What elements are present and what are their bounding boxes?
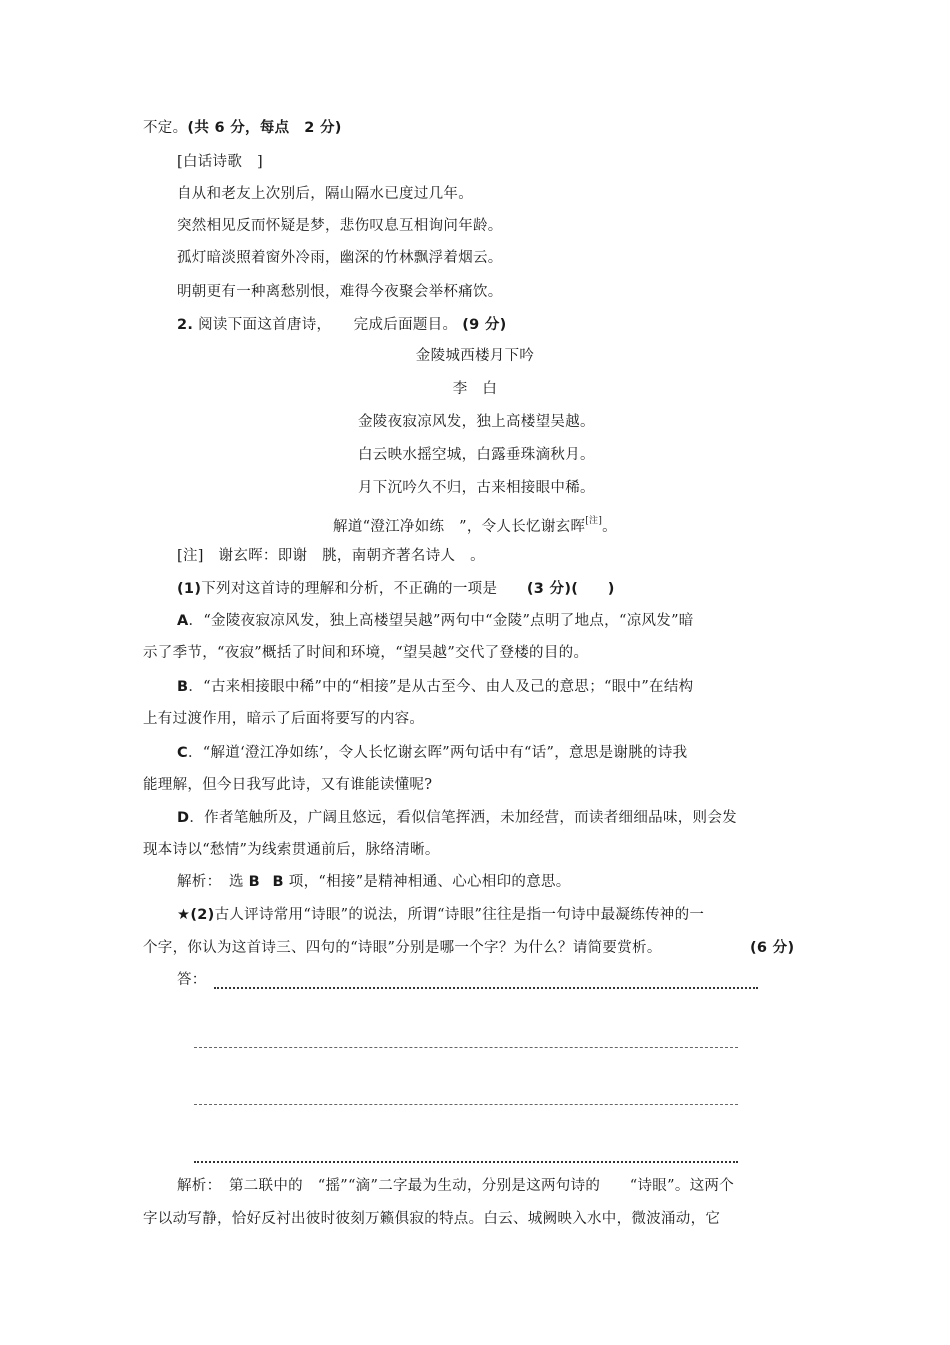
question-number: 2. <box>177 317 194 333</box>
option-label: D <box>177 810 190 826</box>
sub-question-2-score: (6 分) <box>750 940 795 956</box>
option-label: A <box>177 613 189 629</box>
answer-line[interactable] <box>214 987 758 989</box>
poem-line: 月下沉吟久不归，古来相接眼中稀。 <box>358 480 595 496</box>
option-label: C <box>177 745 188 761</box>
sub-question-2-cont: 个字，你认为这首诗三、四句的“诗眼”分别是哪一个字？为什么？请简要赏析。 <box>143 940 662 956</box>
answer-option: B <box>248 874 261 890</box>
option-label: B <box>177 679 189 695</box>
answer-line[interactable] <box>194 1104 738 1105</box>
poem-last-line-text: 解道“澄江净如练 ”，令人长忆谢玄晖 <box>333 519 586 535</box>
intro-text: 不定。 <box>143 120 188 136</box>
poem-line: 白云映水摇空城，白露垂珠滴秋月。 <box>358 447 595 463</box>
sub-question-score: (3 分)( ) <box>526 581 615 597</box>
intro-score: (共 6 分，每点 2 分) <box>187 120 342 136</box>
poem-title: 金陵城西楼月下吟 <box>415 348 535 364</box>
vernacular-line: 明朝更有一种离愁别恨，难得今夜聚会举杯痛饮。 <box>177 284 503 300</box>
footnote: [注] 谢玄晖：即谢 朓，南朝齐著名诗人 。 <box>177 548 485 564</box>
question-prompt: 阅读下面这首唐诗， 完成后面题目。 <box>198 317 458 333</box>
vernacular-line: 突然相见反而怀疑是梦，悲伤叹息互相询问年龄。 <box>177 218 503 234</box>
note-marker: [注] <box>585 516 603 526</box>
analysis-2: 解析： 第二联中的 “摇”“滴”二字最为生动，分别是这两句诗的 “诗眼”。这两个 <box>177 1178 735 1194</box>
analysis-text: 项，“相接”是精神相通、心心相印的意思。 <box>288 874 571 890</box>
option-c <box>177 743 687 763</box>
option-a-cont: 示了季节，“夜寂”概括了时间和环境，“望吴越”交代了登楼的目的。 <box>143 645 589 661</box>
option-d-cont: 现本诗以“愁情”为线索贯通前后，脉络清晰。 <box>143 842 440 858</box>
option-b-cont: 上有过渡作用，暗示了后面将要写的内容。 <box>143 711 425 727</box>
answer-option: B <box>272 874 284 890</box>
vernacular-heading: [白话诗歌 ] <box>177 154 263 170</box>
option-d <box>177 808 737 828</box>
option-text: ．“古来相接眼中稀”中的“相接”是从古至今、由人及己的意思；“眼中”在结构 <box>188 679 694 695</box>
answer-line[interactable] <box>194 1047 738 1048</box>
option-a <box>177 611 694 631</box>
sub-question-number: (1) <box>177 581 202 597</box>
option-c-cont: 能理解，但今日我写此诗，又有谁能读懂呢? <box>143 777 433 793</box>
sub-question-2 <box>177 905 704 925</box>
sub-question-text: 下列对这首诗的理解和分析，不正确的一项是 <box>201 581 513 597</box>
poem-line: 金陵夜寂凉风发，独上高楼望吴越。 <box>358 414 595 430</box>
sub-question-number: (2) <box>190 907 215 923</box>
intro-line <box>143 118 342 138</box>
star-icon: ★ <box>177 907 191 923</box>
answer-line[interactable] <box>194 1161 738 1163</box>
poem-last-line-end: 。 <box>602 519 617 535</box>
option-text: ．“金陵夜寂凉风发，独上高楼望吴越”两句中“金陵”点明了地点，“凉风发”暗 <box>188 613 694 629</box>
question-2 <box>177 315 507 335</box>
question-score: (9 分) <box>462 317 507 333</box>
option-b <box>177 677 693 697</box>
option-text: ．作者笔触所及，广阔且悠远，看似信笔挥洒，未加经营，而读者细细品味，则会发 <box>189 810 737 826</box>
vernacular-line: 自从和老友上次别后，隔山隔水已度过几年。 <box>177 186 473 202</box>
analysis-1 <box>177 872 571 892</box>
option-text: ．“解道‘澄江净如练’，令人长忆谢玄晖”两句话中有“话”，意思是谢朓的诗我 <box>187 745 688 761</box>
analysis-prefix: 解析： 选 <box>177 874 244 890</box>
vernacular-line: 孤灯暗淡照着窗外冷雨，幽深的竹林飘浮着烟云。 <box>177 250 503 266</box>
sub-question-1 <box>177 579 615 599</box>
analysis-2-cont: 字以动写静，恰好反衬出彼时彼刻万籁俱寂的特点。白云、城阙映入水中，微波涌动，它 <box>143 1211 721 1227</box>
poem-author: 李 白 <box>452 381 498 397</box>
sub-question-text: 古人评诗常用“诗眼”的说法，所谓“诗眼”往往是指一句诗中最凝练传神的一 <box>214 907 705 923</box>
answer-label: 答： <box>177 972 207 988</box>
poem-last-line <box>333 511 617 537</box>
